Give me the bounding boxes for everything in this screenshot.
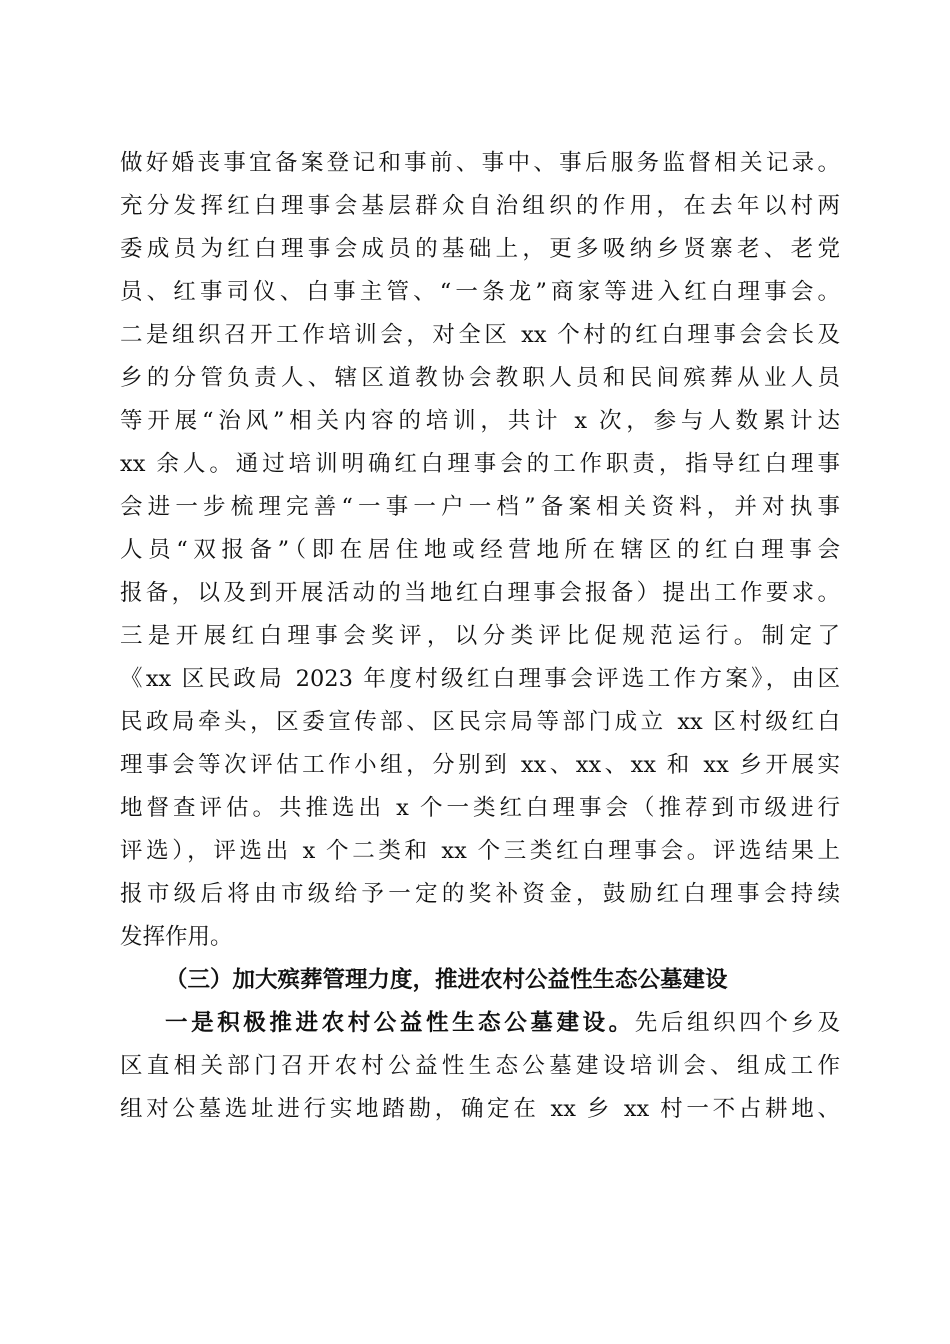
text-line: 委成员为红白理事会成员的基础上，更多吸纳乡贤寨老、老党	[120, 236, 840, 262]
text-line: 地督查评估。共推选出 x 个一类红白理事会（推荐到市级进行	[120, 795, 840, 821]
text-line: 充分发挥红白理事会基层群众自治组织的作用，在去年以村两	[120, 193, 840, 219]
text-line: 组对公墓选址进行实地踏勘，确定在 xx 乡 xx 村一不占耕地、	[120, 1096, 840, 1122]
body-text	[120, 142, 840, 1131]
text-line: 员、红事司仪、白事主管、“一条龙”商家等进入红白理事会。	[120, 279, 840, 305]
paragraph-lead-rest: 先后组织四个乡及	[634, 1010, 840, 1036]
text-line: 民政局牵头，区委宣传部、区民宗局等部门成立 xx 区村级红白	[120, 709, 840, 735]
section-heading: （三）加大殡葬管理力度，推进农村公益性生态公墓建设	[165, 967, 728, 993]
text-line: 理事会等次评估工作小组，分别到 xx、xx、xx 和 xx 乡开展实	[120, 752, 840, 778]
paragraph-first-line	[120, 1002, 840, 1045]
text-line: 《xx 区民政局 2023 年度村级红白理事会评选工作方案》，由区	[120, 666, 840, 692]
text-line: 人员“双报备”（即在居住地或经营地所在辖区的红白理事会	[120, 537, 840, 563]
text-line: 做好婚丧事宜备案登记和事前、事中、事后服务监督相关记录。	[120, 150, 840, 176]
text-line: 二是组织召开工作培训会，对全区 xx 个村的红白理事会会长及	[120, 322, 840, 348]
text-line: 区直相关部门召开农村公益性生态公墓建设培训会、组成工作	[120, 1053, 840, 1079]
text-line: 乡的分管负责人、辖区道教协会教职人员和民间殡葬从业人员	[120, 365, 840, 391]
text-line: 报市级后将由市级给予一定的奖补资金，鼓励红白理事会持续	[120, 881, 840, 907]
text-line: xx 余人。通过培训明确红白理事会的工作职责，指导红白理事	[120, 451, 840, 477]
text-line: 等开展“治风”相关内容的培训，共计 x 次，参与人数累计达	[120, 408, 840, 434]
text-line: 三是开展红白理事会奖评，以分类评比促规范运行。制定了	[120, 623, 840, 649]
text-line: 评选），评选出 x 个二类和 xx 个三类红白理事会。评选结果上	[120, 838, 840, 864]
text-line: 会进一步梳理完善“一事一户一档”备案相关资料，并对执事	[120, 494, 840, 520]
text-line: 发挥作用。	[120, 924, 233, 950]
text-line: 报备，以及到开展活动的当地红白理事会报备）提出工作要求。	[120, 580, 840, 606]
paragraph-lead-bold: 一是积极推进农村公益性生态公墓建设。	[165, 1010, 635, 1036]
